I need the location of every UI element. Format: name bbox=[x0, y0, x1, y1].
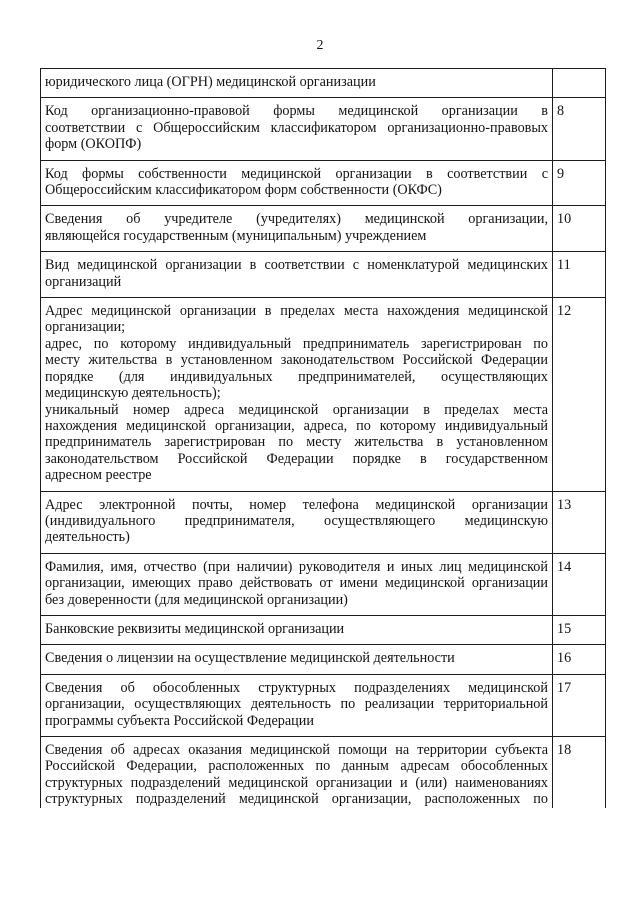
field-description-cell bbox=[41, 615, 553, 644]
field-description-cell bbox=[41, 98, 553, 160]
field-description-cell bbox=[41, 737, 553, 808]
description-line: Код организационно-правовой формы медицинской организации в bbox=[45, 103, 548, 120]
description-line: месту жительства в установленном законодательством Российской Федерации bbox=[45, 352, 548, 369]
description-line: организации, осуществляющих деятельность по реализации территориальной bbox=[45, 696, 548, 713]
field-number-cell: 16 bbox=[553, 645, 606, 674]
description-line: порядке (для индивидуальных предпринимателей, осуществляющих bbox=[45, 368, 548, 385]
description-line: уникальный номер адреса медицинской организации в пределах места bbox=[45, 401, 548, 418]
description-line: Вид медицинской организации в соответствии с номенклатурой медицинских bbox=[45, 257, 548, 274]
description-line: Сведения об обособленных структурных подразделениях медицинской bbox=[45, 679, 548, 696]
description-line: Общероссийским классификатором форм собственности (ОКФС) bbox=[45, 182, 442, 199]
description-line: Сведения о лицензии на осуществление медицинской деятельности bbox=[45, 650, 455, 667]
field-description-cell bbox=[41, 252, 553, 298]
description-line: деятельность) bbox=[45, 529, 130, 546]
description-line: нахождения медицинской организации, адреса, по которому индивидуальный bbox=[45, 417, 548, 434]
table-row bbox=[41, 98, 606, 160]
description-line: форм (ОКОПФ) bbox=[45, 136, 142, 153]
field-number-cell: 9 bbox=[553, 160, 606, 206]
table-row bbox=[41, 491, 606, 553]
table-row bbox=[41, 298, 606, 491]
description-line: организации; bbox=[45, 319, 126, 336]
description-line: организаций bbox=[45, 273, 122, 290]
description-line: (индивидуального предпринимателя, осуществляющего медицинскую bbox=[45, 512, 548, 529]
description-line: являющейся государственным (муниципальным) учреждением bbox=[45, 227, 427, 244]
description-line: Банковские реквизиты медицинской организации bbox=[45, 620, 345, 637]
description-line: Фамилия, имя, отчество (при наличии) руководителя и иных лиц медицинской bbox=[45, 558, 548, 575]
page-number: 2 bbox=[316, 38, 324, 53]
description-line: соответствии с Общероссийским классификатором организационно-правовых bbox=[45, 119, 548, 136]
field-description-cell bbox=[41, 69, 553, 98]
table-row bbox=[41, 160, 606, 206]
field-description-cell bbox=[41, 298, 553, 491]
description-line: адресном реестре bbox=[45, 467, 152, 484]
field-description-cell bbox=[41, 674, 553, 736]
field-number-cell: 12 bbox=[553, 298, 606, 491]
field-description-cell bbox=[41, 160, 553, 206]
field-number-cell: 10 bbox=[553, 206, 606, 252]
table-row bbox=[41, 645, 606, 674]
description-line: структурных подразделений медицинской организации и (или) наименованиях bbox=[45, 774, 548, 791]
field-number-cell: 11 bbox=[553, 252, 606, 298]
description-line: Код формы собственности медицинской организации в соответствии с bbox=[45, 165, 548, 182]
field-description-cell bbox=[41, 206, 553, 252]
field-number-cell: 15 bbox=[553, 615, 606, 644]
table-row bbox=[41, 69, 606, 98]
table-row bbox=[41, 252, 606, 298]
description-line: без доверенности (для медицинской организации) bbox=[45, 591, 348, 608]
description-line: предприниматель зарегистрирован по месту жительства в установленном bbox=[45, 434, 548, 451]
field-number-cell bbox=[553, 69, 606, 98]
description-line: Сведения об адресах оказания медицинской помощи на территории субъекта bbox=[45, 742, 548, 758]
registry-fields-table bbox=[40, 68, 606, 808]
field-number-cell: 13 bbox=[553, 491, 606, 553]
field-number-cell: 14 bbox=[553, 553, 606, 615]
description-line: организации, имеющих право действовать от имени медицинской организации bbox=[45, 575, 548, 592]
field-description-cell bbox=[41, 553, 553, 615]
description-line: медицинскую деятельность); bbox=[45, 385, 221, 402]
description-line: законодательством Российской Федерации порядке в государственном bbox=[45, 450, 548, 467]
field-number-cell: 18 bbox=[553, 737, 606, 808]
description-line: Адрес электронной почты, номер телефона медицинской организации bbox=[45, 496, 548, 513]
description-line: программы субъекта Российской Федерации bbox=[45, 712, 314, 729]
description-line: Сведения об учредителе (учредителях) медицинской организации, bbox=[45, 211, 548, 228]
table-row bbox=[41, 206, 606, 252]
field-description-cell bbox=[41, 491, 553, 553]
field-number-cell: 17 bbox=[553, 674, 606, 736]
description-line: Российской Федерации, расположенных по данным адресам обособленных bbox=[45, 758, 548, 775]
description-line: структурных подразделений медицинской организации, расположенных по bbox=[45, 791, 548, 808]
table-row bbox=[41, 674, 606, 736]
field-description-cell bbox=[41, 645, 553, 674]
description-line: юридического лица (ОГРН) медицинской организации bbox=[45, 74, 376, 90]
description-line: Адрес медицинской организации в пределах места нахождения медицинской bbox=[45, 303, 548, 320]
description-line: адрес, по которому индивидуальный предприниматель зарегистрирован по bbox=[45, 335, 548, 352]
field-number-cell: 8 bbox=[553, 98, 606, 160]
table-row bbox=[41, 737, 606, 808]
table-row bbox=[41, 615, 606, 644]
table-row bbox=[41, 553, 606, 615]
